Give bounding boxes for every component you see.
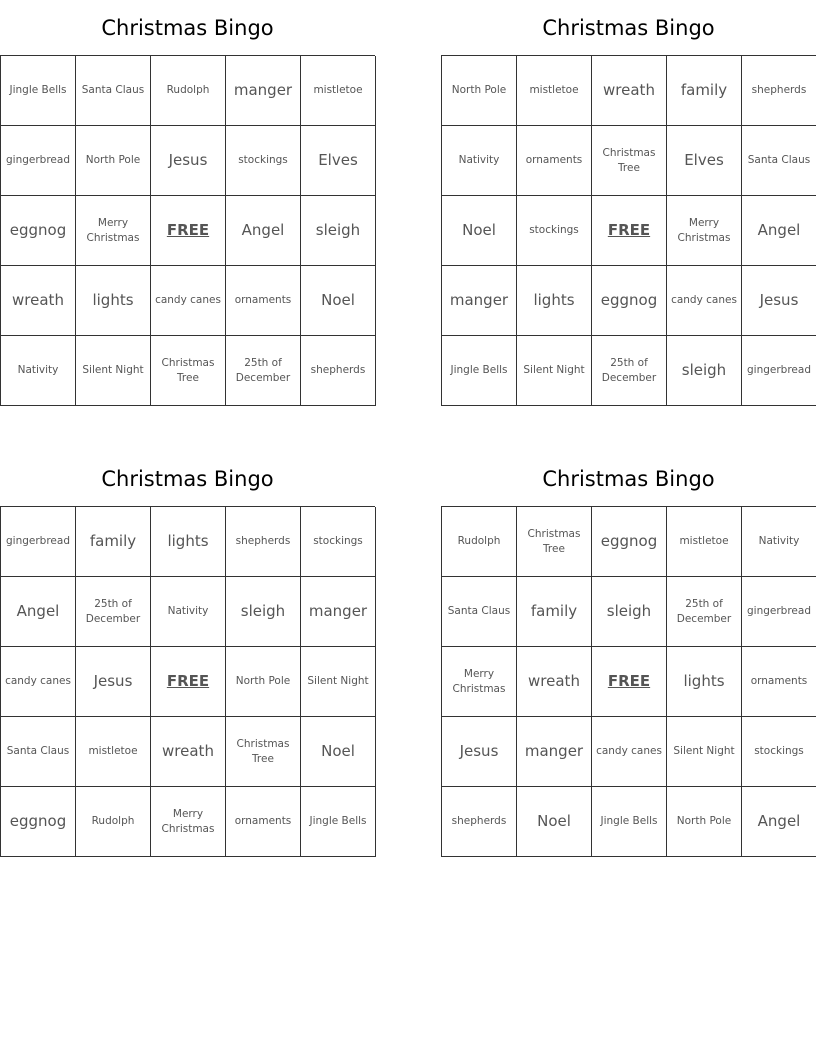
bingo-cell: Nativity	[1, 336, 76, 406]
bingo-cell: stockings	[517, 196, 592, 266]
bingo-cell: sleigh	[226, 577, 301, 647]
bingo-cell: Christmas Tree	[517, 507, 592, 577]
bingo-cell: North Pole	[667, 787, 742, 857]
bingo-cell: eggnog	[1, 787, 76, 857]
bingo-cell: Nativity	[442, 126, 517, 196]
bingo-grid	[0, 55, 375, 406]
bingo-cell: eggnog	[592, 507, 667, 577]
bingo-cell: 25th of December	[76, 577, 151, 647]
bingo-cell: wreath	[1, 266, 76, 336]
bingo-cell: North Pole	[76, 126, 151, 196]
bingo-cell: Merry Christmas	[76, 196, 151, 266]
bingo-cell: lights	[667, 647, 742, 717]
bingo-cell: family	[76, 507, 151, 577]
bingo-cell: family	[667, 56, 742, 126]
bingo-cell: Merry Christmas	[667, 196, 742, 266]
bingo-cell: wreath	[592, 56, 667, 126]
bingo-cell: gingerbread	[1, 507, 76, 577]
bingo-cell: Jingle Bells	[301, 787, 376, 857]
bingo-cell: ornaments	[517, 126, 592, 196]
bingo-cell: gingerbread	[742, 577, 816, 647]
bingo-cell: lights	[151, 507, 226, 577]
bingo-cell: Jingle Bells	[1, 56, 76, 126]
bingo-cell: Santa Claus	[442, 577, 517, 647]
bingo-cell: ornaments	[226, 266, 301, 336]
card-title: Christmas Bingo	[542, 467, 715, 491]
bingo-cell: Angel	[1, 577, 76, 647]
bingo-cell: Angel	[742, 787, 816, 857]
bingo-cell: stockings	[742, 717, 816, 787]
bingo-cell: Noel	[517, 787, 592, 857]
bingo-cell: Merry Christmas	[151, 787, 226, 857]
bingo-cell: Elves	[301, 126, 376, 196]
bingo-cell: ornaments	[226, 787, 301, 857]
bingo-cell: mistletoe	[517, 56, 592, 126]
bingo-cell: Nativity	[742, 507, 816, 577]
bingo-grid	[441, 506, 816, 857]
bingo-cell: candy canes	[151, 266, 226, 336]
bingo-cell: Noel	[442, 196, 517, 266]
bingo-cell: Jesus	[76, 647, 151, 717]
bingo-cell: Rudolph	[76, 787, 151, 857]
card-title: Christmas Bingo	[542, 16, 715, 40]
bingo-cell: Merry Christmas	[442, 647, 517, 717]
bingo-cell: sleigh	[592, 577, 667, 647]
bingo-cell: Santa Claus	[742, 126, 816, 196]
bingo-cell: Nativity	[151, 577, 226, 647]
bingo-cell: ornaments	[742, 647, 816, 717]
bingo-cell: Christmas Tree	[592, 126, 667, 196]
bingo-cell: candy canes	[592, 717, 667, 787]
bingo-cell: Silent Night	[667, 717, 742, 787]
bingo-cell: Santa Claus	[76, 56, 151, 126]
bingo-cell: lights	[76, 266, 151, 336]
bingo-cell: Angel	[742, 196, 816, 266]
bingo-cell: Silent Night	[517, 336, 592, 406]
card-title: Christmas Bingo	[101, 16, 274, 40]
bingo-cell: stockings	[301, 507, 376, 577]
bingo-cell: shepherds	[226, 507, 301, 577]
bingo-cell: Noel	[301, 717, 376, 787]
bingo-cell: mistletoe	[301, 56, 376, 126]
bingo-cell: gingerbread	[742, 336, 816, 406]
bingo-cell: Jingle Bells	[442, 336, 517, 406]
bingo-cell: Noel	[301, 266, 376, 336]
free-space-cell: FREE	[151, 196, 226, 266]
bingo-cell: shepherds	[442, 787, 517, 857]
bingo-grid	[0, 506, 375, 857]
bingo-cell: Christmas Tree	[226, 717, 301, 787]
bingo-cell: family	[517, 577, 592, 647]
bingo-cell: wreath	[151, 717, 226, 787]
bingo-cell: Jesus	[742, 266, 816, 336]
bingo-cell: Jingle Bells	[592, 787, 667, 857]
bingo-cell: 25th of December	[592, 336, 667, 406]
bingo-cell: Rudolph	[151, 56, 226, 126]
bingo-cell: sleigh	[301, 196, 376, 266]
bingo-cell: Christmas Tree	[151, 336, 226, 406]
free-space-cell: FREE	[592, 647, 667, 717]
bingo-cell: North Pole	[442, 56, 517, 126]
bingo-cell: North Pole	[226, 647, 301, 717]
bingo-cell: manger	[517, 717, 592, 787]
bingo-cell: eggnog	[592, 266, 667, 336]
bingo-grid	[441, 55, 816, 406]
bingo-cell: candy canes	[667, 266, 742, 336]
bingo-cell: 25th of December	[667, 577, 742, 647]
bingo-cell: Jesus	[442, 717, 517, 787]
bingo-cell: Elves	[667, 126, 742, 196]
free-space-cell: FREE	[592, 196, 667, 266]
bingo-cell: 25th of December	[226, 336, 301, 406]
bingo-cell: Jesus	[151, 126, 226, 196]
bingo-cell: mistletoe	[76, 717, 151, 787]
bingo-cell: wreath	[517, 647, 592, 717]
bingo-cell: eggnog	[1, 196, 76, 266]
bingo-cell: Angel	[226, 196, 301, 266]
bingo-cell: manger	[301, 577, 376, 647]
bingo-cell: Silent Night	[76, 336, 151, 406]
bingo-cell: Santa Claus	[1, 717, 76, 787]
bingo-cell: lights	[517, 266, 592, 336]
bingo-cell: shepherds	[742, 56, 816, 126]
bingo-cell: shepherds	[301, 336, 376, 406]
card-title: Christmas Bingo	[101, 467, 274, 491]
bingo-cell: Silent Night	[301, 647, 376, 717]
bingo-cell: stockings	[226, 126, 301, 196]
bingo-cell: manger	[442, 266, 517, 336]
bingo-cell: manger	[226, 56, 301, 126]
bingo-cell: candy canes	[1, 647, 76, 717]
bingo-cell: sleigh	[667, 336, 742, 406]
bingo-cell: gingerbread	[1, 126, 76, 196]
free-space-cell: FREE	[151, 647, 226, 717]
bingo-cell: Rudolph	[442, 507, 517, 577]
bingo-cell: mistletoe	[667, 507, 742, 577]
